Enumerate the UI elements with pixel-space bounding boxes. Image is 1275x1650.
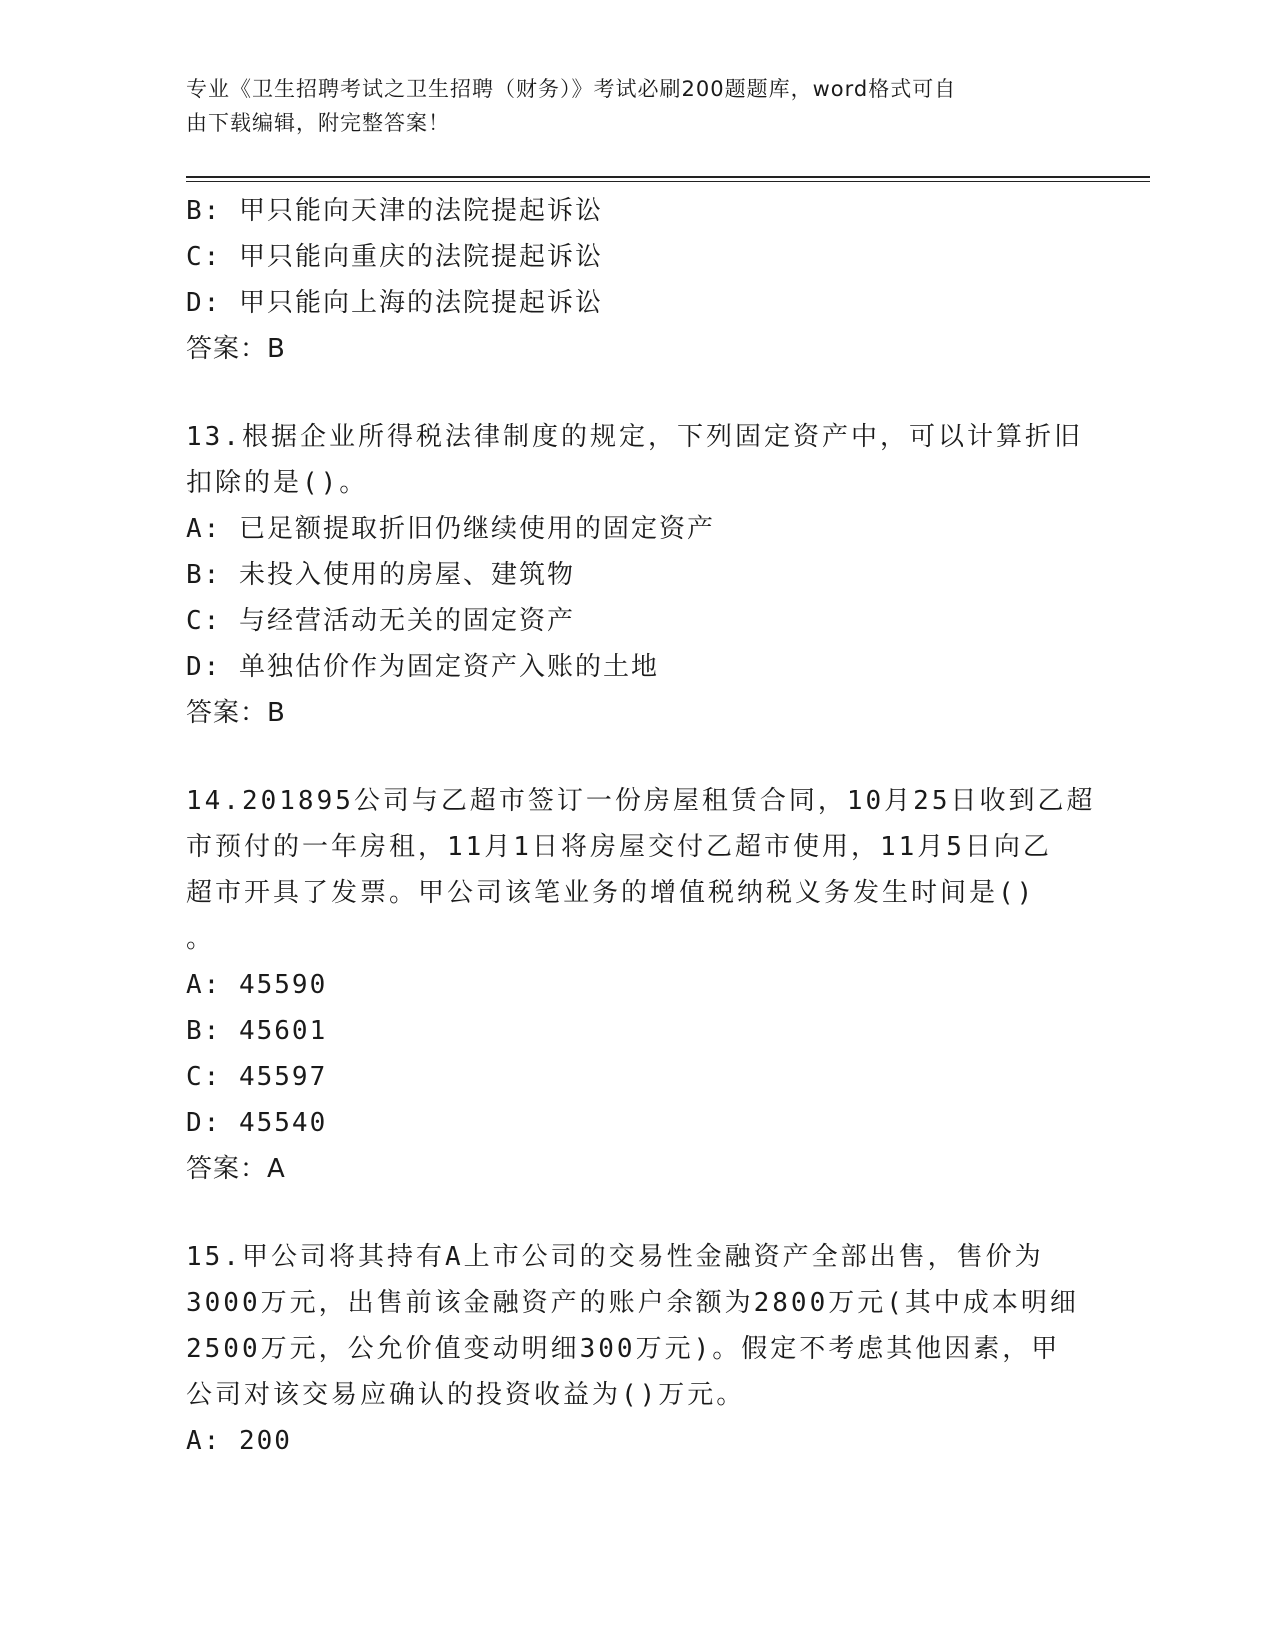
question-stem-line: 3000万元，出售前该金融资产的账户余额为2800万元(其中成本明细 [186, 1288, 1079, 1318]
answer: 答案：A [186, 1154, 286, 1184]
option-c: C: 甲只能向重庆的法院提起诉讼 [186, 242, 603, 272]
question-stem-line: 扣除的是()。 [186, 468, 369, 498]
option-b: B: 甲只能向天津的法院提起诉讼 [186, 196, 603, 226]
header-divider-thick [186, 176, 1150, 178]
question-stem-line: 。 [186, 924, 216, 954]
question-stem-line: 14.201895公司与乙超市签订一份房屋租赁合同，10月25日收到乙超 [186, 786, 1096, 816]
spacer [186, 372, 1086, 414]
option-b: B: 未投入使用的房屋、建筑物 [186, 560, 575, 590]
answer: 答案：B [186, 334, 286, 364]
header-divider-thin [186, 181, 1150, 182]
option-c: C: 与经营活动无关的固定资产 [186, 606, 575, 636]
option-a: A: 已足额提取折旧仍继续使用的固定资产 [186, 514, 715, 544]
option-a: A: 45590 [186, 970, 328, 1000]
question-stem-line: 公司对该交易应确认的投资收益为()万元。 [186, 1380, 746, 1410]
question-stem-line: 超市开具了发票。甲公司该笔业务的增值税纳税义务发生时间是() [186, 878, 1036, 908]
option-c: C: 45597 [186, 1062, 328, 1092]
answer: 答案：B [186, 698, 286, 728]
spacer [186, 736, 1086, 778]
questions-body [186, 188, 1096, 1464]
question-stem-line: 2500万元，公允价值变动明细300万元)。假定不考虑其他因素，甲 [186, 1334, 1061, 1364]
question-12-tail [186, 188, 1086, 372]
document-header [186, 72, 1066, 140]
option-a: A: 200 [186, 1426, 292, 1456]
header-line-1: 专业《卫生招聘考试之卫生招聘（财务）》考试必刷200题题库，word格式可自 [186, 77, 957, 101]
question-15 [186, 1234, 1086, 1464]
header-line-2: 由下载编辑，附完整答案！ [186, 111, 450, 135]
question-14 [186, 778, 1096, 1192]
option-d: D: 甲只能向上海的法院提起诉讼 [186, 288, 603, 318]
option-d: D: 单独估价作为固定资产入账的土地 [186, 652, 659, 682]
question-13 [186, 414, 1086, 736]
option-b: B: 45601 [186, 1016, 328, 1046]
option-d: D: 45540 [186, 1108, 328, 1138]
question-stem-line: 15.甲公司将其持有A上市公司的交易性金融资产全部出售，售价为 [186, 1242, 1044, 1272]
question-stem-line: 13.根据企业所得税法律制度的规定，下列固定资产中，可以计算折旧 [186, 422, 1083, 452]
spacer [186, 1192, 1086, 1234]
question-stem-line: 市预付的一年房租，11月1日将房屋交付乙超市使用，11月5日向乙 [186, 832, 1052, 862]
